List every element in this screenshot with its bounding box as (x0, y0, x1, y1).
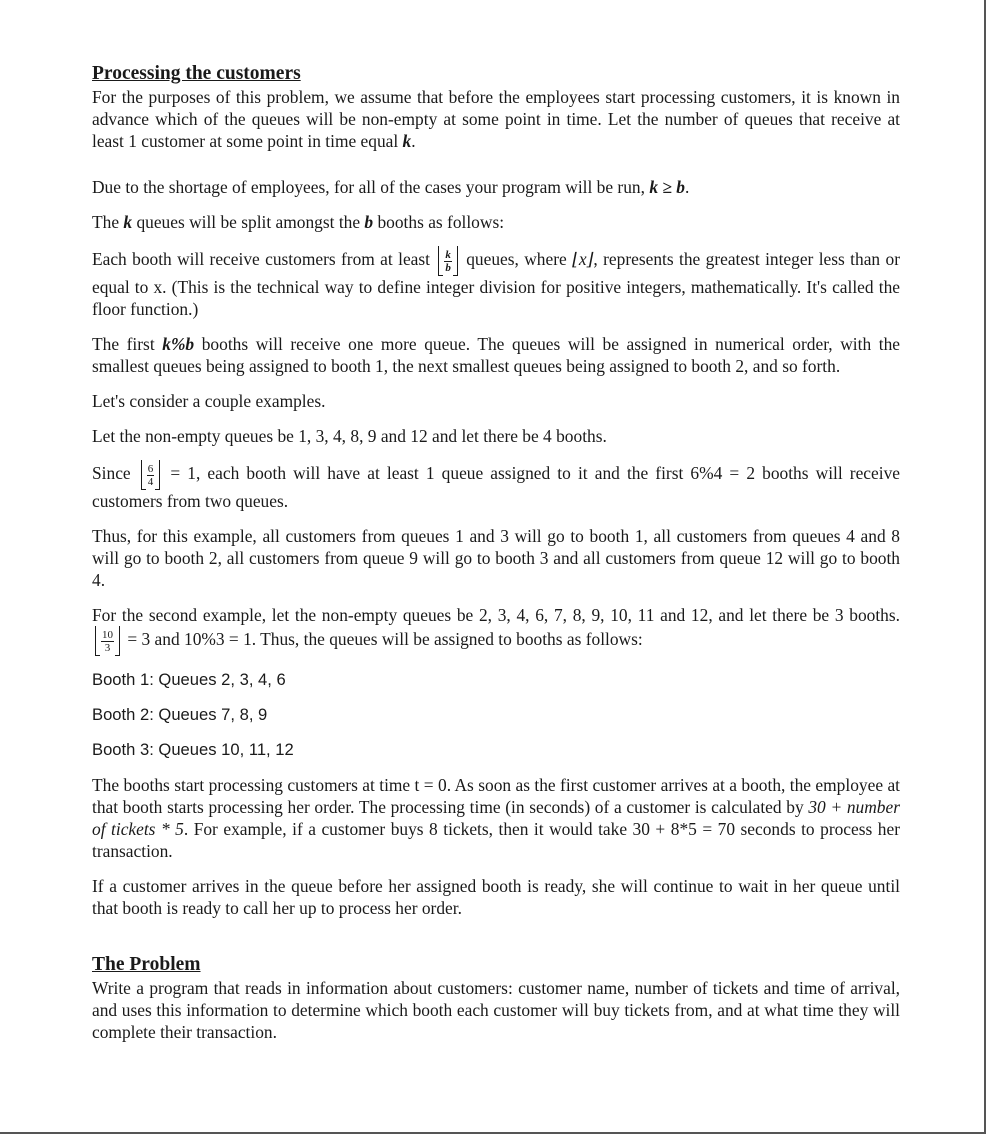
booth-3-assignment: Booth 3: Queues 10, 11, 12 (92, 740, 294, 759)
paragraph-example-one-result: Thus, for this example, all customers from queues 1 and 3 will go to booth 1, all customers from queues 4 and 8 will go to booth 2, all customers from queue 9 will go to booth 3 and all customers from queue 12 will go to booth 4. (92, 526, 900, 590)
paragraph-example-two: For the second example, let the non-empty queues be 2, 3, 4, 6, 7, 8, 9, 10, 11 and 12, and let there be 3 booths. $\frac{10}{3}$ = 3 and 10%3 = 1. Thus, the queues will be assigned to booths as follows: (92, 604, 900, 656)
booth-2-assignment: Booth 2: Queues 7, 8, 9 (92, 705, 268, 724)
paragraph-floor-definition: Each booth will receive customers from at least $\frac{k}{b}$ queues, where ⌊x⌋, represents the greatest integer less than or equal to x. (This is the technical way to define integer division for positive integers, mathematically. It's called the floor function.) (92, 246, 900, 320)
paragraph-extra-queue: The first k%b booths will receive one more queue. The queues will be assigned in numerical order, with the smallest queues being assigned to booth 1, the next smallest queues being assigned to booth 2, and so forth. (92, 334, 900, 376)
paragraph-example-one: Let the non-empty queues be 1, 3, 4, 8, 9 and 12 and let there be 4 booths. (92, 426, 607, 446)
floor-k-over-b-formula: $\frac{k}{b}$ (438, 246, 458, 276)
paragraph-problem: Write a program that reads in information about customers: customer name, number of tickets and time of arrival, and uses this information to determine which booth each customer will buy tickets from, and at what time they will complete their transaction. (92, 978, 900, 1042)
paragraph-condition: Due to the shortage of employees, for all of the cases your program will be run, k ≥ b. (92, 177, 690, 197)
section-title-processing: Processing the customers (92, 63, 301, 84)
paragraph-processing-time: The booths start processing customers at time t = 0. As soon as the first customer arrives at a booth, the employee at that booth starts processing her order. The processing time (in seconds) of a customer is calculated by 30 + number of tickets * 5. For example, if a customer buys 8 tickets, then it would take 30 + 8*5 = 70 seconds to process her transaction. (92, 775, 900, 861)
paragraph-intro: For the purposes of this problem, we assume that before the employees start processing customers, it is known in advance which of the queues will be non-empty at some point in time. Let the number of queues that receive at least 1 customer at some point in time equal k. (92, 87, 900, 151)
paragraph-split: The k queues will be split amongst the b booths as follows: (92, 212, 505, 232)
paragraph-waiting: If a customer arrives in the queue before her assigned booth is ready, she will continue to wait in her queue until that booth is ready to call her up to process her order. (92, 876, 900, 918)
paragraph-examples-intro: Let's consider a couple examples. (92, 391, 326, 411)
section-title-problem: The Problem (92, 954, 201, 975)
booth-1-assignment: Booth 1: Queues 2, 3, 4, 6 (92, 670, 286, 689)
paragraph-example-one-floor: Since $\frac{6}{4}$ = 1, each booth will have at least 1 queue assigned to it and the first 6%4 = 2 booths will receive customers from two queues. (92, 460, 900, 512)
document-body (92, 62, 900, 1043)
floor-10-over-3-formula: $\frac{10}{3}$ (95, 626, 120, 656)
floor-6-over-4-formula: $\frac{6}{4}$ (141, 460, 161, 490)
